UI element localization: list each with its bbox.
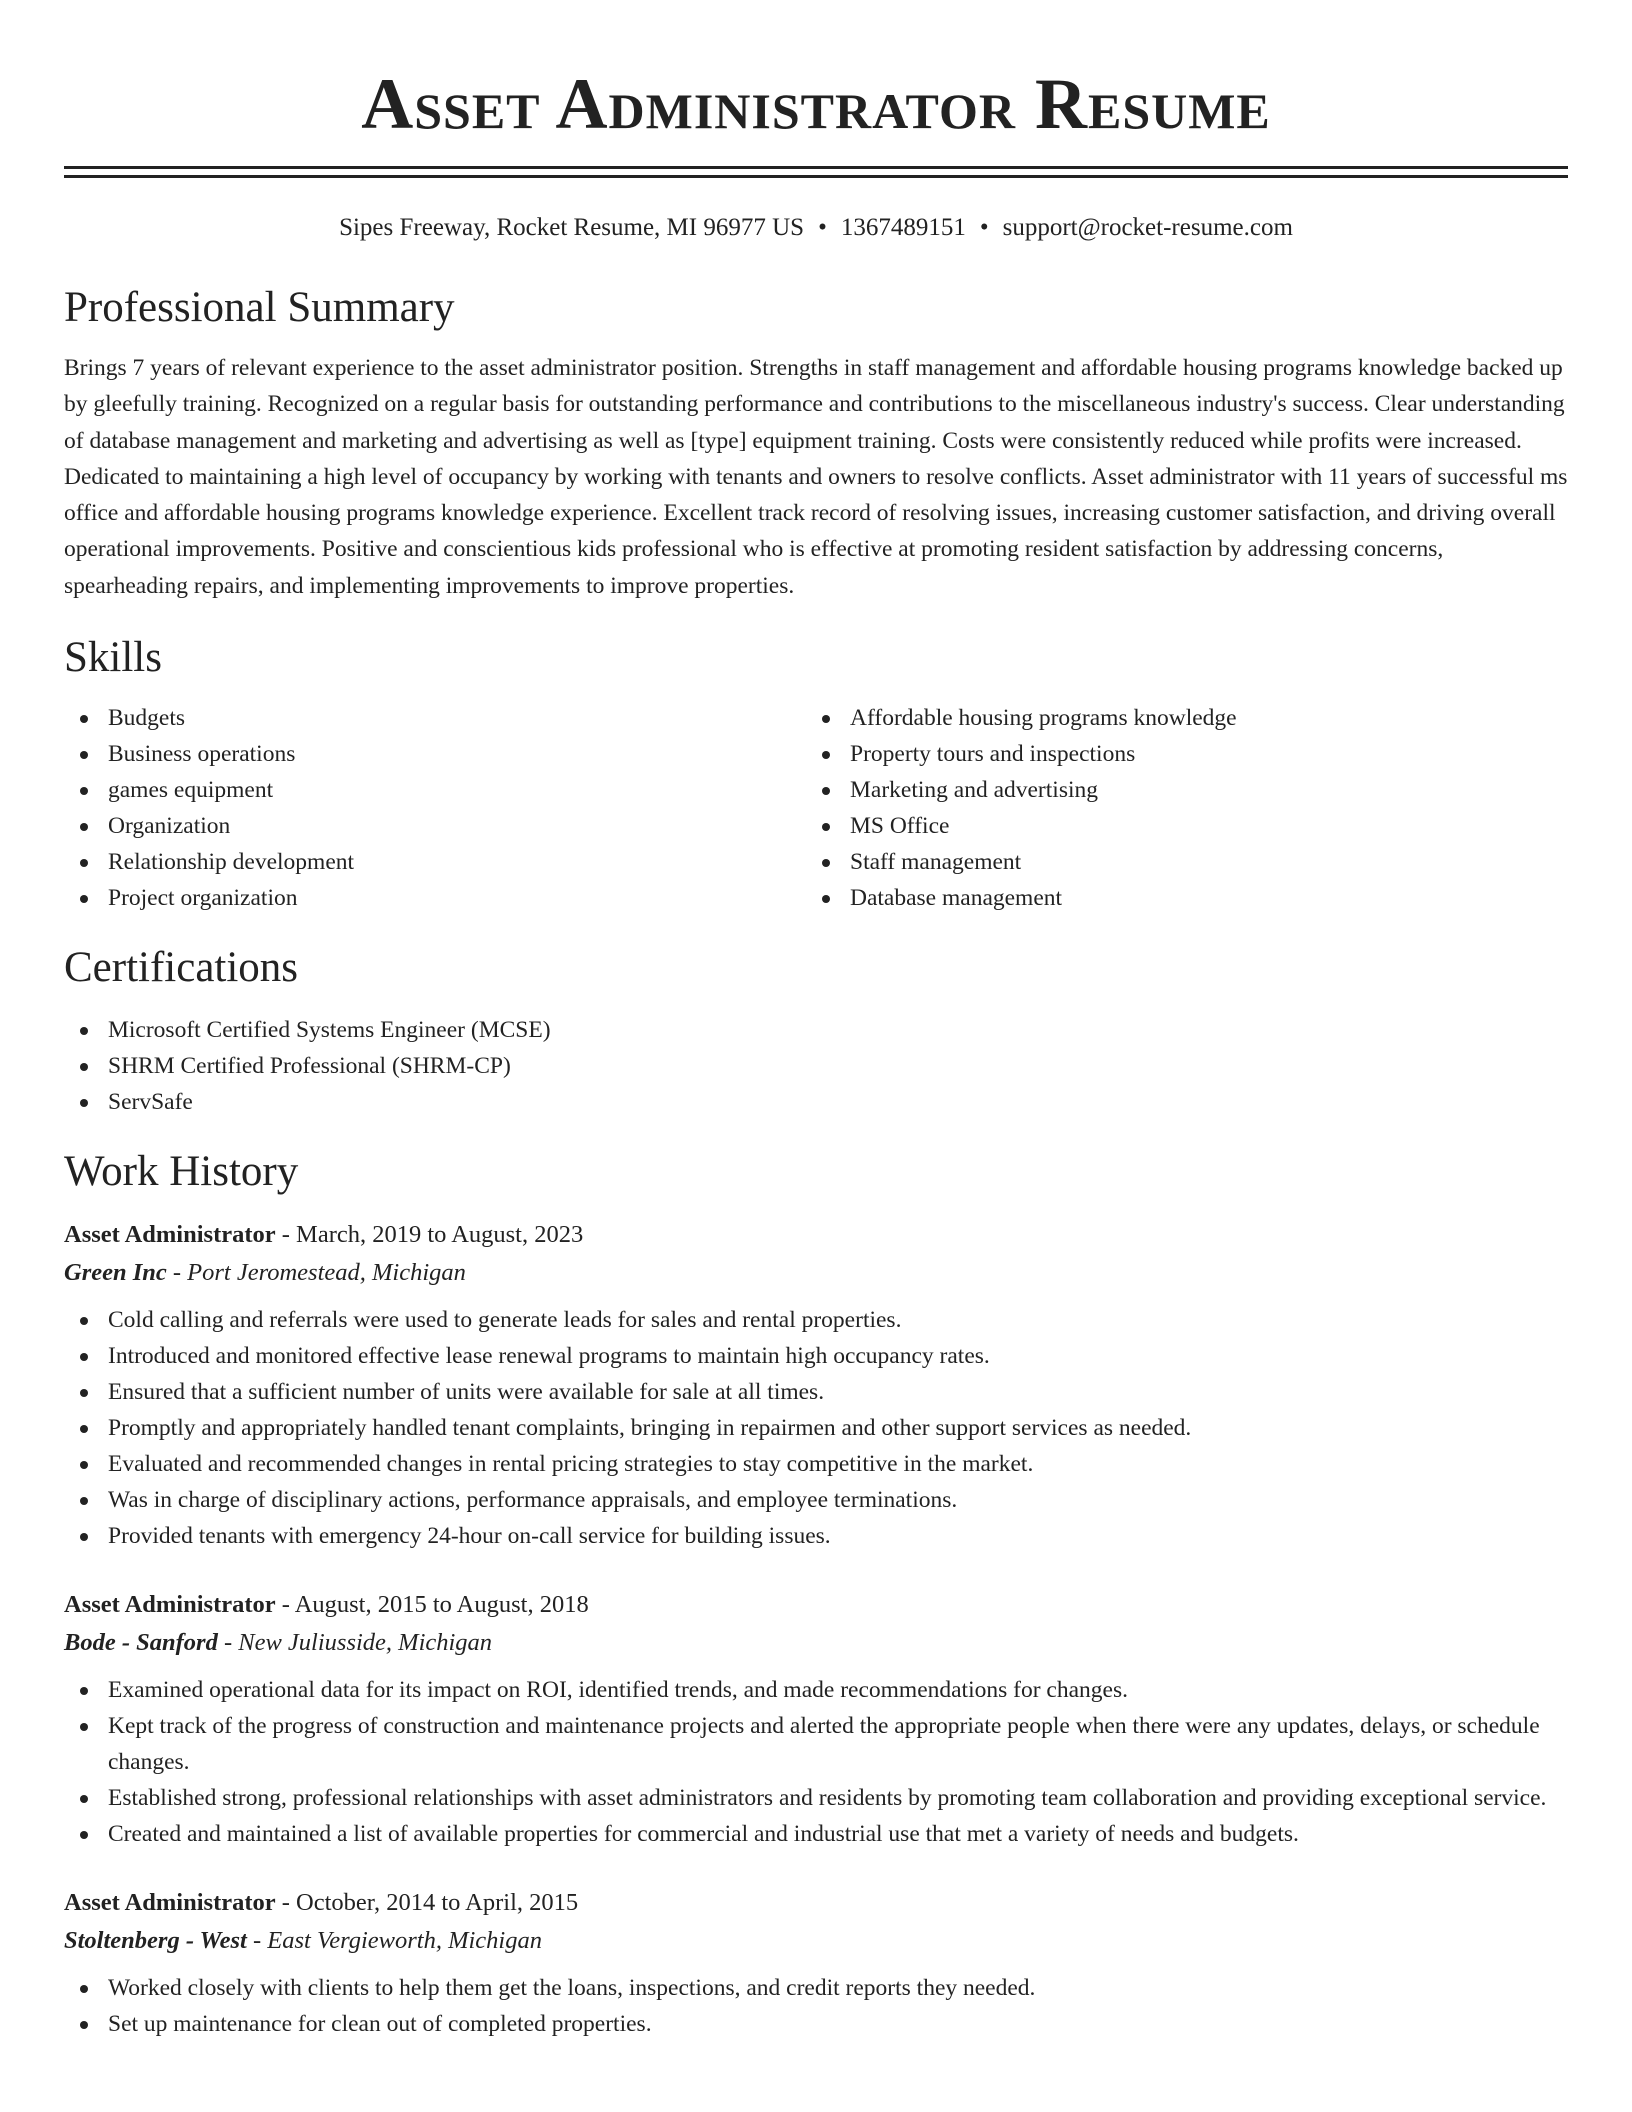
job-location: - New Juliusside, Michigan [217, 1629, 493, 1657]
skill-item: Staff management [806, 844, 1548, 880]
certification-item: Microsoft Certified Systems Engineer (MCSE) [64, 1012, 1568, 1048]
skill-item: Marketing and advertising [806, 772, 1548, 808]
job-title-line [64, 1216, 1568, 1254]
work-history-heading: Work History [64, 1148, 299, 1196]
job-company-line [64, 1254, 1568, 1292]
contact-address: Sipes Freeway, Rocket Resume, MI 96977 US [339, 214, 805, 241]
skill-item: Business operations [64, 736, 806, 772]
job-duties [64, 1302, 1568, 1554]
contact-line [64, 212, 1568, 244]
contact-email[interactable]: support@rocket-resume.com [1002, 214, 1293, 241]
job-company-line [64, 1922, 1568, 1960]
job-location: - Port Jeromestead, Michigan [166, 1259, 466, 1287]
job-title-line [64, 1884, 1568, 1922]
skill-item: Project organization [64, 880, 806, 916]
job-entry [64, 1586, 1568, 1852]
duty-item: Provided tenants with emergency 24-hour on-call service for building issues. [64, 1518, 1568, 1554]
skill-item: Budgets [64, 700, 806, 736]
job-title: Asset Administrator [64, 1221, 276, 1249]
job-entry [64, 1884, 1568, 2042]
certification-item: ServSafe [64, 1084, 1568, 1120]
job-dates: - August, 2015 to August, 2018 [275, 1591, 589, 1619]
duty-item: Established strong, professional relationships with asset administrators and residents by promoting team collaboration and providing exceptional service. [64, 1780, 1568, 1816]
skill-item: Affordable housing programs knowledge [806, 700, 1548, 736]
skill-item: Property tours and inspections [806, 736, 1548, 772]
skills-column-left [64, 700, 806, 916]
job-company: Stoltenberg - West [64, 1927, 247, 1955]
skill-item: Organization [64, 808, 806, 844]
job-entry [64, 1216, 1568, 1554]
job-title: Asset Administrator [64, 1889, 276, 1917]
job-location: - East Vergieworth, Michigan [246, 1927, 542, 1955]
contact-separator: • [818, 214, 827, 241]
job-dates: - March, 2019 to August, 2023 [275, 1221, 584, 1249]
contact-separator: • [979, 214, 989, 241]
skill-item: Database management [806, 880, 1548, 916]
skills-heading: Skills [64, 634, 162, 682]
duty-item: Created and maintained a list of available properties for commercial and industrial use that met a variety of needs and budgets. [64, 1816, 1568, 1852]
skills-column-right [806, 700, 1548, 916]
duty-item: Ensured that a sufficient number of units were available for sale at all times. [64, 1374, 1568, 1410]
job-duties [64, 1672, 1568, 1852]
summary-text: Brings 7 years of relevant experience to the asset administrator position. Strengths in staff management and affordable housing programs knowledge backed up by gleefully training. Recognized on a regular basis for outstanding performance and contributions to the miscellaneous industry's success. Clear understanding of database management and marketing and advertising as well as [type] equipment training. Costs were consistently reduced while profits were increased. Dedicated to maintaining a high level of occupancy by working with tenants and owners to resolve conflicts. Asset administrator with 11 years of successful ms office and affordable housing programs knowledge experience. Excellent track record of resolving issues, increasing customer satisfaction, and driving overall operational improvements. Positive and conscientious kids professional who is effective at promoting resident satisfaction by addressing concerns, spearheading repairs, and implementing improvements to improve properties. [64, 355, 1568, 599]
duty-item: Set up maintenance for clean out of completed properties. [64, 2006, 1568, 2042]
job-duties [64, 1970, 1568, 2042]
skill-item: games equipment [64, 772, 806, 808]
title-divider [64, 166, 1568, 178]
job-dates: - October, 2014 to April, 2015 [275, 1889, 579, 1917]
resume-page [64, 0, 1568, 2042]
job-title: Asset Administrator [64, 1591, 276, 1619]
summary-heading: Professional Summary [64, 284, 455, 331]
job-title-line [64, 1586, 1568, 1624]
certification-item: SHRM Certified Professional (SHRM-CP) [64, 1048, 1568, 1084]
job-company: Bode - Sanford [64, 1629, 218, 1657]
duty-item: Cold calling and referrals were used to generate leads for sales and rental properties. [64, 1302, 1568, 1338]
skills-list [64, 700, 1568, 916]
duty-item: Kept track of the progress of construction and maintenance projects and alerted the appropriate people when there were any updates, delays, or schedule changes. [64, 1708, 1568, 1780]
skill-item: MS Office [806, 808, 1548, 844]
contact-phone: 1367489151 [840, 214, 966, 241]
job-company: Green Inc [64, 1259, 167, 1287]
resume-title: Asset Administrator Resume [361, 64, 1271, 144]
duty-item: Introduced and monitored effective lease renewal programs to maintain high occupancy rates. [64, 1338, 1568, 1374]
duty-item: Was in charge of disciplinary actions, performance appraisals, and employee terminations. [64, 1482, 1568, 1518]
job-company-line [64, 1624, 1568, 1662]
duty-item: Promptly and appropriately handled tenant complaints, bringing in repairmen and other support services as needed. [64, 1410, 1568, 1446]
certifications-list [64, 1012, 1568, 1120]
duty-item: Evaluated and recommended changes in rental pricing strategies to stay competitive in the market. [64, 1446, 1568, 1482]
duty-item: Worked closely with clients to help them get the loans, inspections, and credit reports they needed. [64, 1970, 1568, 2006]
duty-item: Examined operational data for its impact on ROI, identified trends, and made recommendations for changes. [64, 1672, 1568, 1708]
skill-item: Relationship development [64, 844, 806, 880]
certifications-heading: Certifications [64, 944, 299, 992]
